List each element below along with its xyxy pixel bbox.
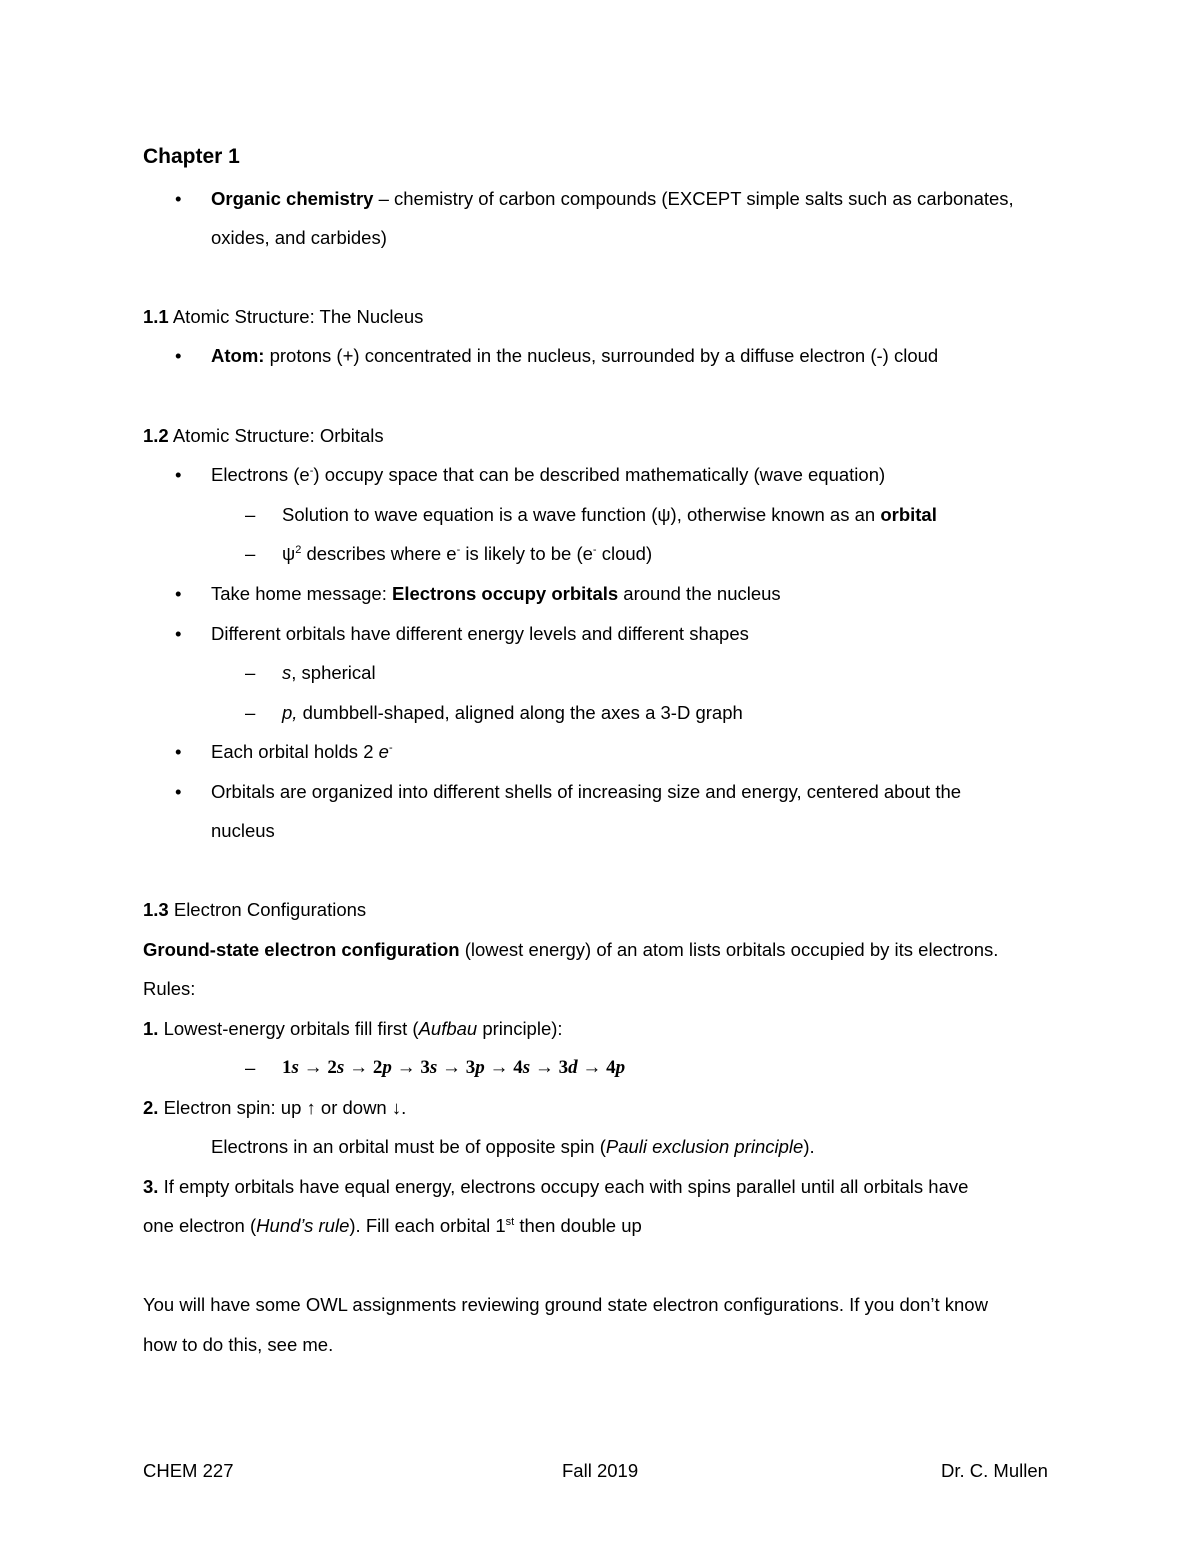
shells-bullet-line-1: Orbitals are organized into different shells of increasing size and energy, centered about the — [211, 781, 962, 802]
rule-number: 2. — [143, 1097, 159, 1118]
text: If empty orbitals have equal energy, electrons occupy each with spins parallel until all orbitals have — [158, 1176, 969, 1197]
shells-bullet-line-2: nucleus — [211, 820, 275, 841]
intro-line-2: oxides, and carbides) — [211, 227, 387, 248]
section-1-1-heading — [143, 308, 423, 327]
italic-text: Pauli exclusion principle — [605, 1136, 804, 1157]
s-orbital-item — [282, 664, 376, 683]
italic-text: p, — [282, 702, 298, 723]
orbital-1s: 1s — [282, 1057, 299, 1078]
text: ) occupy space that can be described mathematically (wave equation) — [313, 464, 886, 485]
text: ). — [803, 1136, 815, 1157]
arrow-icon: → — [437, 1057, 466, 1078]
pauli-line — [211, 1138, 815, 1157]
text: , spherical — [291, 662, 376, 683]
italic-text: Hund’s rule — [256, 1215, 350, 1236]
bullet-icon: • — [175, 741, 182, 762]
bullet-icon: • — [175, 345, 182, 366]
text: Electrons in an orbital must be of opposite spin ( — [211, 1136, 606, 1157]
section-number: 1.1 — [143, 306, 169, 327]
psi-squared-item — [282, 545, 652, 564]
section-1-2-heading — [143, 427, 384, 446]
text: ). Fill each orbital 1 — [349, 1215, 506, 1236]
text: principle): — [477, 1018, 563, 1039]
orbital-3s: 3s — [420, 1057, 438, 1078]
superscript: - — [309, 464, 314, 477]
rule-3-line-2 — [143, 1217, 642, 1236]
dash-icon: – — [245, 504, 256, 525]
orbital-3d: 3d — [558, 1057, 578, 1078]
orbital-3p: 3p — [465, 1057, 485, 1078]
arrow-icon: → — [530, 1057, 559, 1078]
orbital-4s: 4s — [513, 1057, 531, 1078]
dash-icon: – — [245, 1057, 256, 1078]
rule-3-line-1 — [143, 1178, 968, 1197]
closing-line-1: You will have some OWL assignments reviewing ground state electron configurations. If you don’t know — [143, 1294, 988, 1315]
italic-text: e — [378, 741, 389, 762]
text: Electrons (e — [211, 464, 310, 485]
rule-1 — [143, 1020, 563, 1039]
psi-symbol: ψ — [282, 543, 296, 564]
p-orbital-item — [282, 704, 743, 723]
arrow-icon: → — [484, 1057, 514, 1078]
rules-label: Rules: — [143, 978, 196, 999]
aufbau-sequence — [282, 1058, 625, 1077]
orbital-4p: 4p — [606, 1057, 626, 1078]
section-title: Atomic Structure: Orbitals — [168, 425, 384, 446]
arrow-icon: → — [298, 1057, 328, 1078]
arrow-icon: → — [577, 1057, 607, 1078]
intro-text: – chemistry of carbon compounds (EXCEPT simple salts such as carbonates, — [373, 188, 1014, 209]
bullet-icon: • — [175, 583, 182, 604]
superscript: st — [505, 1215, 515, 1228]
ground-state-definition — [143, 941, 998, 960]
closing-line-2: how to do this, see me. — [143, 1334, 334, 1355]
section-number: 1.2 — [143, 425, 169, 446]
arrow-icon: → — [344, 1057, 373, 1078]
text: Solution to wave equation is a wave function (ψ), otherwise known as an — [282, 504, 881, 525]
text: Each orbital holds 2 — [211, 741, 379, 762]
bullet-icon: • — [175, 464, 182, 485]
dash-icon: – — [245, 543, 256, 564]
term-orbital: orbital — [880, 504, 937, 525]
text: one electron ( — [143, 1215, 257, 1236]
section-title: Atomic Structure: The Nucleus — [168, 306, 424, 327]
bullet-icon: • — [175, 781, 182, 802]
superscript: 2 — [295, 543, 302, 556]
italic-text: Aufbau — [418, 1018, 478, 1039]
section-number: 1.3 — [143, 899, 169, 920]
italic-text: s — [282, 662, 292, 683]
term-organic-chemistry: Organic chemistry — [211, 188, 374, 209]
superscript: - — [388, 741, 393, 754]
bullet-icon: • — [175, 188, 182, 209]
term-atom: Atom: — [211, 345, 265, 366]
take-home-bullet — [211, 585, 781, 604]
text: dumbbell-shaped, aligned along the axes a 3-D graph — [297, 702, 743, 723]
dash-icon: – — [245, 702, 256, 723]
dash-icon: – — [245, 662, 256, 683]
rule-2 — [143, 1099, 406, 1118]
text: Take home message: — [211, 583, 392, 604]
footer-term: Fall 2019 — [562, 1460, 639, 1481]
atom-bullet — [211, 347, 938, 366]
superscript: - — [456, 543, 461, 556]
bold-text: Electrons occupy orbitals — [391, 583, 619, 604]
orbital-2p: 2p — [372, 1057, 392, 1078]
text: around the nucleus — [618, 583, 781, 604]
rule-number: 3. — [143, 1176, 159, 1197]
text: Lowest-energy orbitals fill first ( — [158, 1018, 419, 1039]
rule-number: 1. — [143, 1018, 159, 1039]
orbital-shapes-bullet: Different orbitals have different energy levels and different shapes — [211, 623, 749, 644]
arrow-icon: → — [391, 1057, 421, 1078]
bullet-icon: • — [175, 623, 182, 644]
superscript: - — [592, 543, 597, 556]
text: is likely to be (e — [460, 543, 593, 564]
text: (lowest energy) of an atom lists orbitals occupied by its electrons. — [459, 939, 999, 960]
section-title: Electron Configurations — [168, 899, 367, 920]
wave-function-item — [282, 506, 937, 525]
text: describes where e — [301, 543, 457, 564]
text: Electron spin: up ↑ or down ↓. — [158, 1097, 407, 1118]
bold-text: Ground-state electron configuration — [143, 939, 460, 960]
footer-course: CHEM 227 — [143, 1460, 234, 1481]
footer-instructor: Dr. C. Mullen — [941, 1460, 1048, 1481]
text: cloud) — [596, 543, 653, 564]
orbital-holds-bullet — [211, 743, 393, 762]
electrons-bullet — [211, 466, 885, 485]
intro-line-1 — [211, 190, 1014, 209]
atom-text: protons (+) concentrated in the nucleus, surrounded by a diffuse electron (-) cloud — [264, 345, 939, 366]
section-1-3-heading — [143, 901, 366, 920]
text: then double up — [514, 1215, 642, 1236]
chapter-title: Chapter 1 — [143, 145, 240, 168]
orbital-2s: 2s — [327, 1057, 345, 1078]
